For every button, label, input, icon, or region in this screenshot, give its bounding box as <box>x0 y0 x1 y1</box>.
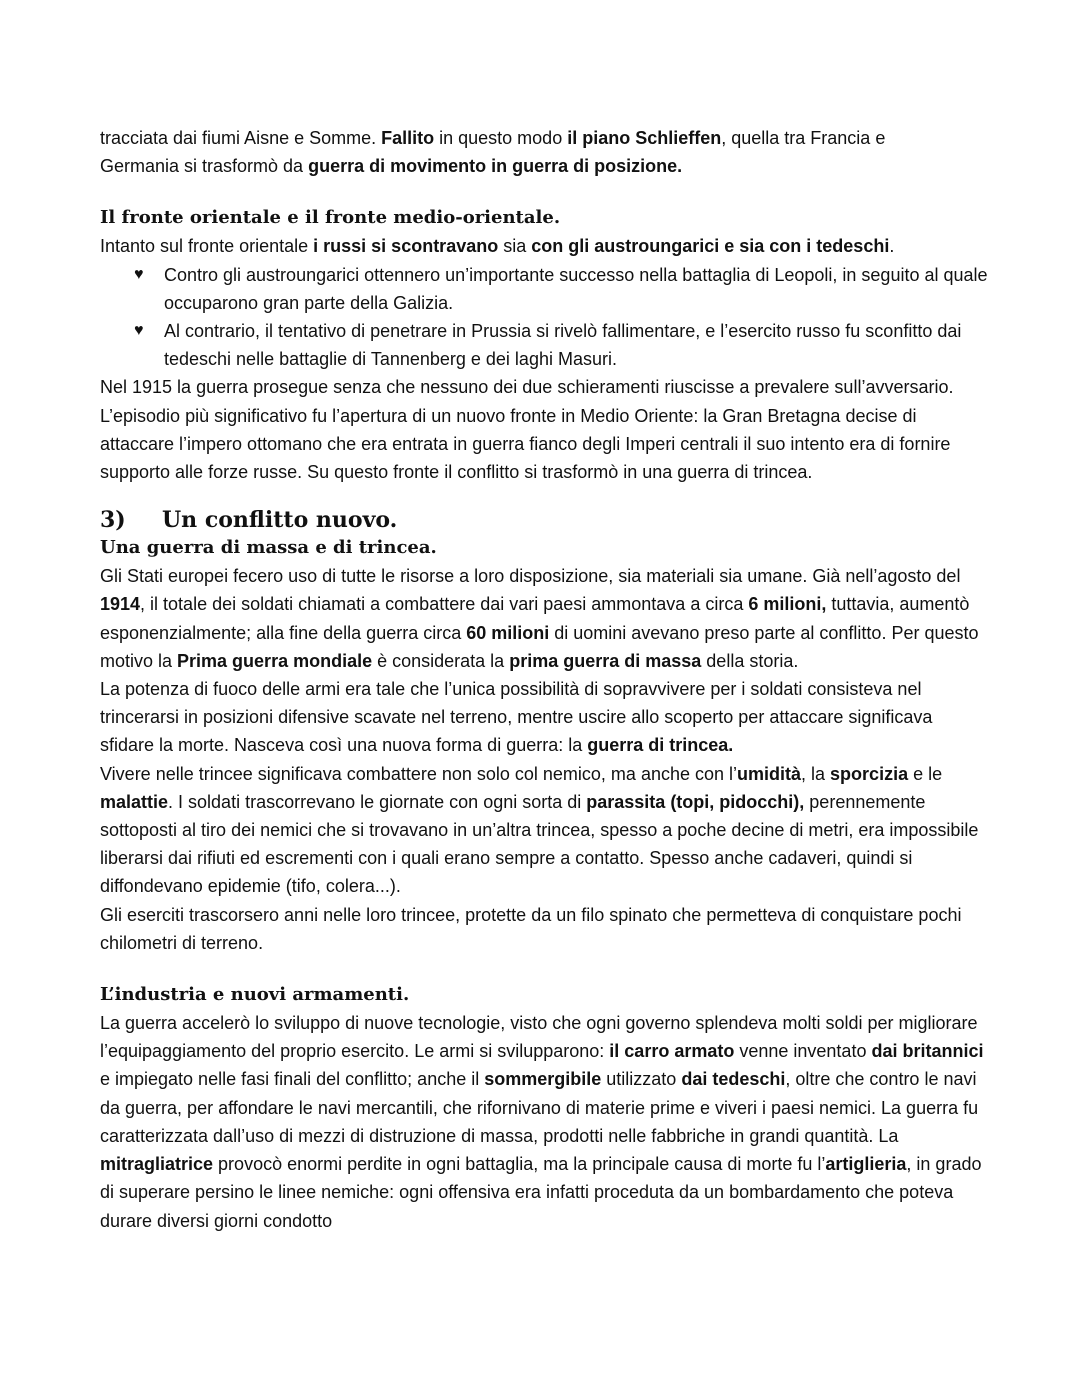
trench-life-paragraph: Vivere nelle trincee significava combattere non solo col nemico, ma anche con l’umidità, la sporcizia e le malattie. I soldati trascorrevano le giornate con ogni sorta di parassita (topi, pidocchi), perennemente sottoposti al tiro dei nemici che si trovavano in un’altra trincea, spesso a poche decine di metri, era impossibile liberarsi dai rifiuti ed escrementi con i quali erano sempre a contatto. Spesso anche cadaveri, quindi si diffondevano epidemie (tifo, colera...). <box>100 763 979 897</box>
intro-paragraph: tracciata dai fiumi Aisne e Somme. Fallito in questo modo il piano Schlieffen, quella tra Francia e Germania si trasformò da guerra di movimento in guerra di posizione. <box>100 128 886 177</box>
heart-bullet-icon: ♥ <box>134 265 144 283</box>
eastern-front-paragraph-1915: Nel 1915 la guerra prosegue senza che nessuno dei due schieramenti riuscisse a prevalere sull’avversario. <box>100 377 954 398</box>
middle-east-paragraph: L’episodio più significativo fu l’apertura di un nuovo fronte in Medio Oriente: la Gran Bretagna decise di attaccare l’impero ottomano che era entrata in guerra fianco degli Imperi centrali il suo intento era di fornire supporto alle forze russe. Su questo fronte il conflitto si trasformò in una guerra di trincea. <box>100 405 951 483</box>
eastern-front-heading: Il fronte orientale e il fronte medio-orientale. <box>100 207 561 229</box>
section-3-heading <box>100 506 990 534</box>
document-page <box>100 124 990 1235</box>
list-item: ♥ Contro gli austroungarici ottennero un’importante successo nella battaglia di Leopoli, in seguito al quale occuparono gran parte della Galizia. <box>134 261 990 317</box>
eastern-front-lead: Intanto sul fronte orientale i russi si scontravano sia con gli austroungarici e sia con i tedeschi. <box>100 236 895 257</box>
trench-war-paragraph: La potenza di fuoco delle armi era tale che l’unica possibilità di sopravvivere per i soldati consisteva nel trincerarsi in posizioni difensive scavate nel terreno, mentre uscire allo scoperto per attaccare significava sfidare la morte. Nasceva così una nuova forma di guerra: la guerra di trincea. <box>100 679 933 756</box>
section-title: Un conflitto nuovo. <box>162 507 398 534</box>
heart-bullet-icon: ♥ <box>134 322 144 340</box>
industry-paragraph: La guerra accelerò lo sviluppo di nuove tecnologie, visto che ogni governo splendeva molti soldi per migliorare l’equipaggiamento del proprio esercito. Le armi si svilupparono: il carro armato venne inventato dai britannici e impiegato nelle fasi finali del conflitto; anche il sommergibile utilizzato dai tedeschi, oltre che contro le navi da guerra, per affondare le navi mercantili, che rifornivano di materie prime e viveri i paesi nemici. La guerra fu caratterizzata dall’uso di mezzi di distruzione di massa, prodotti nelle fabbriche in grandi quantità. La mitragliatrice provocò enormi perdite in ogni battaglia, ma la principale causa di morte fu l’artiglieria, in grado di superare persino le linee nemiche: ogni offensiva era infatti proceduta da un bombardamento che poteva durare diversi giorni condotto <box>100 1013 984 1231</box>
list-item: ♥ Al contrario, il tentativo di penetrare in Prussia si rivelò fallimentare, e l’esercito russo fu sconfitto dai tedeschi nelle battaglie di Tannenberg e dei laghi Masuri. <box>134 317 990 373</box>
eastern-front-bullet-list <box>100 261 990 374</box>
trench-years-paragraph: Gli eserciti trascorsero anni nelle loro trincee, protette da un filo spinato che permetteva di conquistare pochi chilometri di terreno. <box>100 904 962 953</box>
section-number: 3) <box>100 507 126 534</box>
industry-heading: L’industria e nuovi armamenti. <box>100 984 410 1006</box>
mass-war-subheading: Una guerra di massa e di trincea. <box>100 537 437 559</box>
mass-war-paragraph: Gli Stati europei fecero uso di tutte le risorse a loro disposizione, sia materiali sia umane. Già nell’agosto del 1914, il totale dei soldati chiamati a combattere dai vari paesi ammontava a circa 6 milioni, tuttavia, aumentò esponenzialmente; alla fine della guerra circa 60 milioni di uomini avevano preso parte al conflitto. Per questo motivo la Prima guerra mondiale è considerata la prima guerra di massa della storia. <box>100 566 979 671</box>
